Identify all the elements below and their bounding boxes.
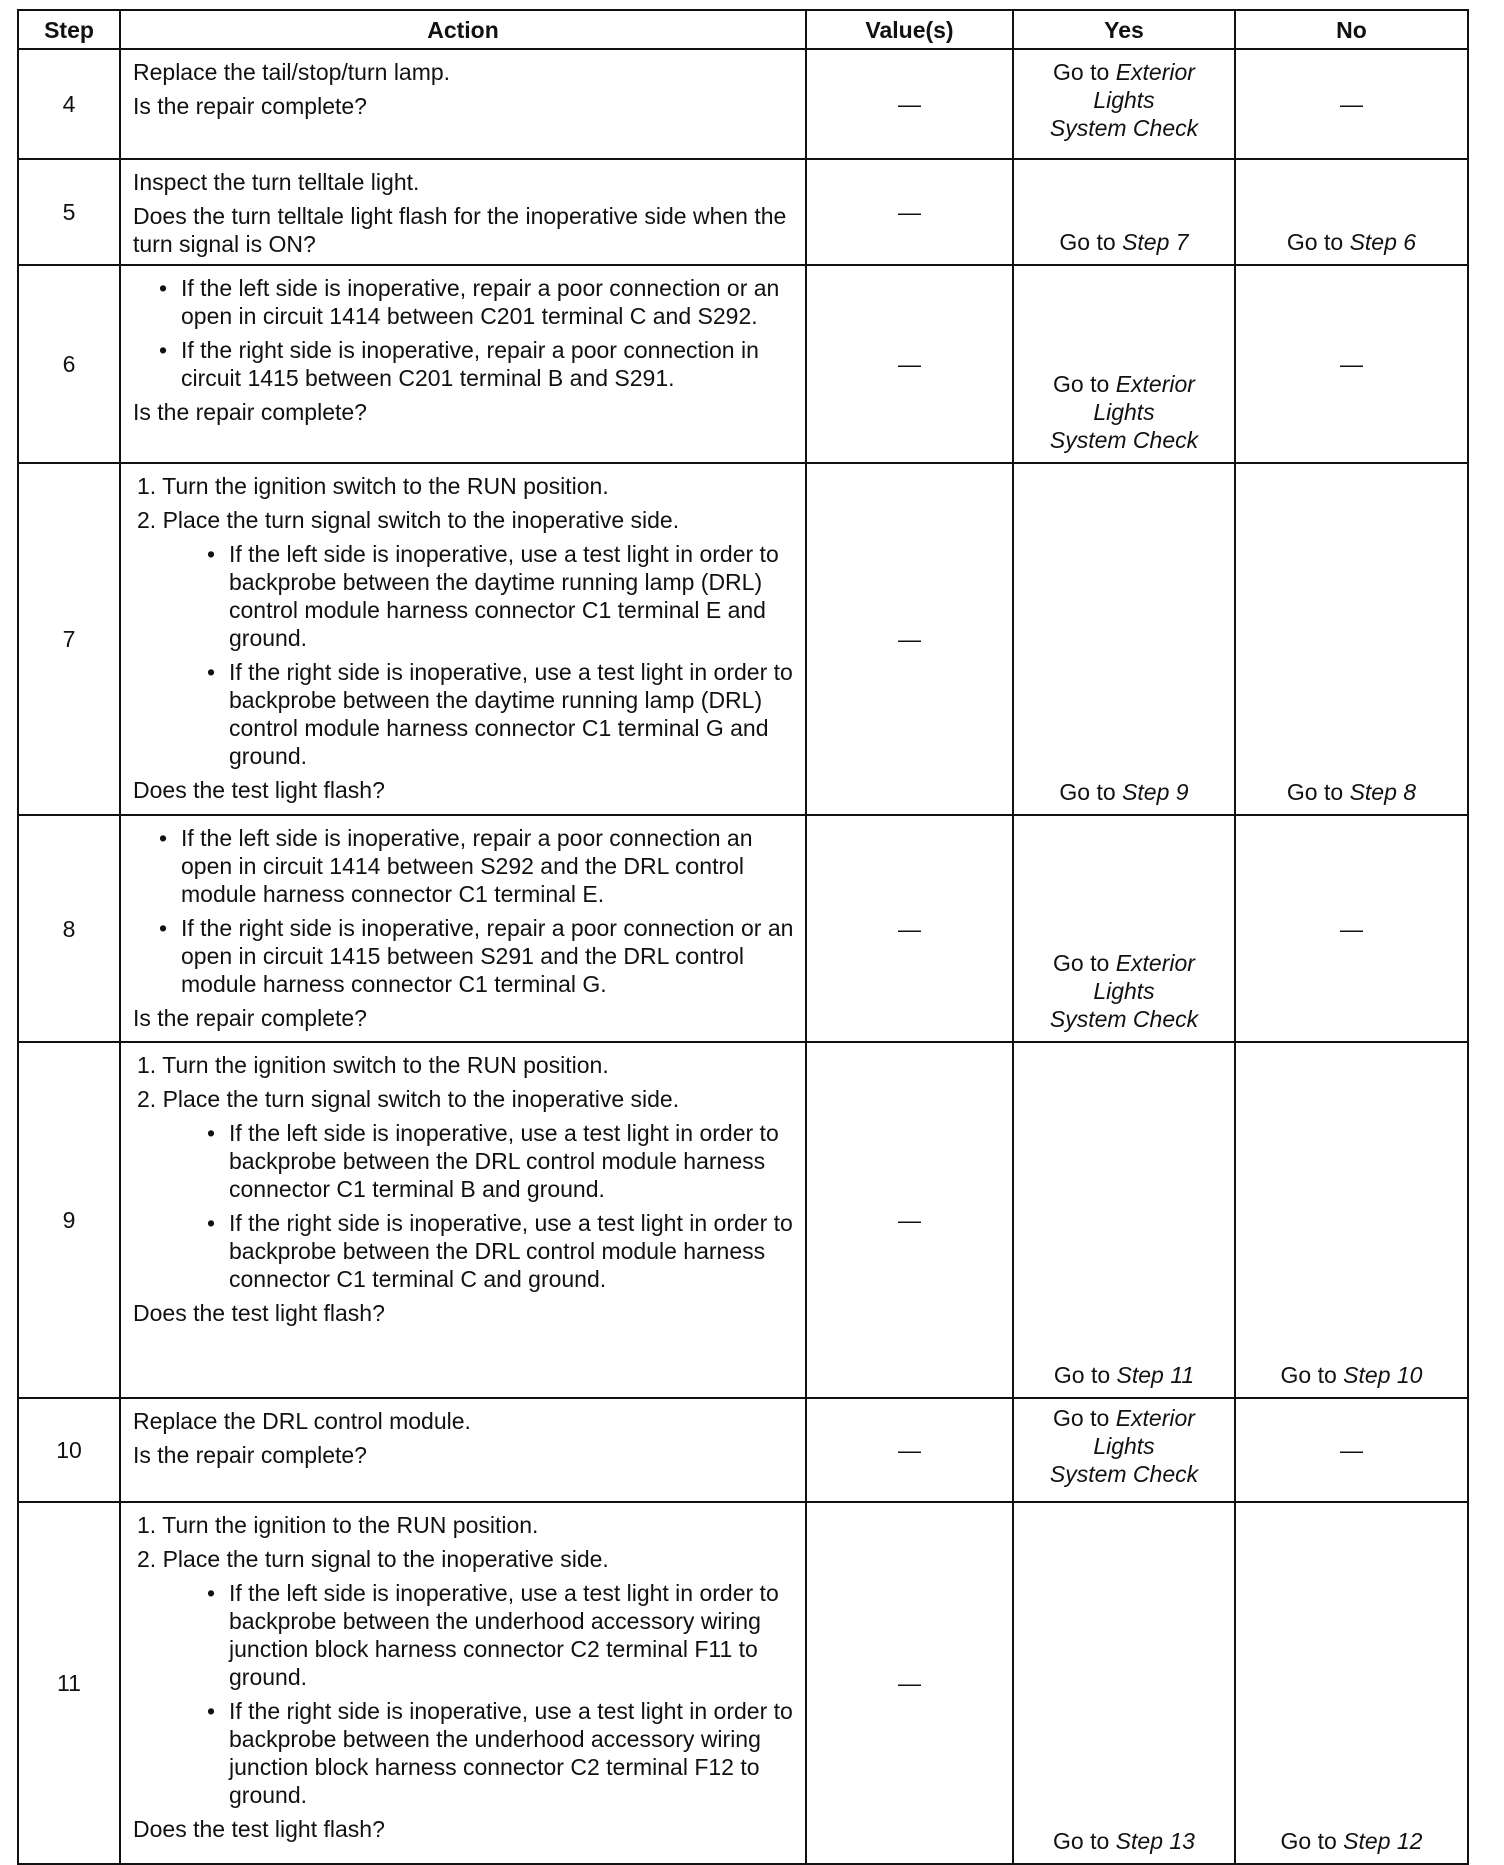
step-number: 5 [18, 159, 120, 265]
action-question: Does the test light flash? [133, 777, 385, 803]
yes-cell [1013, 49, 1235, 159]
action-cell [120, 49, 806, 159]
step-number: 9 [18, 1042, 120, 1398]
action-question: Is the repair complete? [133, 1005, 367, 1031]
goto-text: Go to [1286, 779, 1344, 805]
no-cell: — [1235, 815, 1468, 1042]
action-step: 1. Turn the ignition switch to the RUN position. [137, 1052, 609, 1078]
yes-target-line3: System Check [1049, 1006, 1199, 1032]
table-row [18, 49, 1468, 159]
value-cell: — [806, 815, 1013, 1042]
no-cell [1235, 1042, 1468, 1398]
value-cell: — [806, 1398, 1013, 1502]
yes-target: Exterior [1115, 950, 1195, 976]
yes-cell [1013, 159, 1235, 265]
goto-text: Go to [1059, 779, 1116, 805]
table-row [18, 1042, 1468, 1398]
step-number: 4 [18, 49, 120, 159]
header-no: No [1235, 10, 1468, 49]
table-row [18, 1398, 1468, 1502]
no-cell [1235, 1502, 1468, 1864]
no-target: Step 12 [1343, 1828, 1423, 1854]
goto-text: Go to [1280, 1362, 1337, 1388]
header-step: Step [18, 10, 120, 49]
goto-text: Go to [1280, 1828, 1337, 1854]
step-number: 8 [18, 815, 120, 1042]
yes-cell [1013, 1398, 1235, 1502]
action-question: Does the test light flash? [133, 1300, 385, 1326]
action-text: Replace the tail/stop/turn lamp. [133, 59, 451, 85]
action-question: Does the turn telltale light flash for the inoperative side when the turn signal is ON? [133, 203, 787, 257]
action-sub-bullet: • If the left side is inoperative, use a test light in order to backprobe between the daytime running lamp (DRL) control module harness connector C1 terminal E and ground. [133, 540, 797, 652]
value-cell: — [806, 463, 1013, 815]
yes-target: Exterior [1115, 59, 1195, 85]
header-row [18, 10, 1468, 49]
goto-text: Go to [1286, 229, 1344, 255]
goto-text: Go to [1053, 950, 1110, 976]
table-row [18, 265, 1468, 463]
value-cell: — [806, 265, 1013, 463]
yes-target-line2: Lights [1093, 399, 1155, 425]
yes-target: Exterior [1115, 371, 1195, 397]
action-bullet: • If the left side is inoperative, repair a poor connection an open in circuit 1414 between S292 and the DRL control module harness connector C1 terminal E. [133, 824, 797, 908]
goto-text: Go to [1053, 59, 1110, 85]
goto-text: Go to [1053, 1828, 1110, 1854]
goto-text: Go to [1059, 229, 1116, 255]
action-step: 1. Turn the ignition switch to the RUN position. [137, 473, 609, 499]
action-cell [120, 463, 806, 815]
step-number: 7 [18, 463, 120, 815]
action-sub-bullet: • If the left side is inoperative, use a test light in order to backprobe between the underhood accessory wiring junction block harness connector C2 terminal F11 to ground. [133, 1579, 797, 1691]
action-cell [120, 265, 806, 463]
yes-cell [1013, 1502, 1235, 1864]
diagnostic-table [17, 9, 1469, 1865]
table-row [18, 815, 1468, 1042]
action-question: Is the repair complete? [133, 93, 367, 119]
action-text: Replace the DRL control module. [133, 1408, 471, 1434]
action-sub-bullet: • If the right side is inoperative, use a test light in order to backprobe between the underhood accessory wiring junction block harness connector C2 terminal F12 to ground. [133, 1697, 797, 1809]
action-question: Is the repair complete? [133, 1442, 367, 1468]
table-row [18, 159, 1468, 265]
value-cell: — [806, 159, 1013, 265]
action-question: Is the repair complete? [133, 399, 367, 425]
yes-target: Step 7 [1122, 229, 1189, 255]
header-yes: Yes [1013, 10, 1235, 49]
action-sub-bullet: • If the right side is inoperative, use a test light in order to backprobe between the daytime running lamp (DRL) control module harness connector C1 terminal G and ground. [133, 658, 797, 770]
no-target: Step 8 [1349, 779, 1417, 805]
action-cell [120, 815, 806, 1042]
no-cell [1235, 463, 1468, 815]
no-cell: — [1235, 49, 1468, 159]
value-cell: — [806, 1042, 1013, 1398]
step-number: 11 [18, 1502, 120, 1864]
yes-target-line2: Lights [1093, 978, 1155, 1004]
action-cell [120, 1502, 806, 1864]
yes-target: Step 11 [1116, 1362, 1195, 1388]
action-cell [120, 1398, 806, 1502]
yes-target-line3: System Check [1049, 1461, 1199, 1487]
action-bullet: • If the right side is inoperative, repair a poor connection or an open in circuit 1415 between S291 and the DRL control module harness connector C1 terminal G. [133, 914, 797, 998]
no-target: Step 10 [1343, 1362, 1423, 1388]
yes-target-line3: System Check [1049, 115, 1199, 141]
step-number: 10 [18, 1398, 120, 1502]
yes-cell [1013, 463, 1235, 815]
action-bullet: • If the left side is inoperative, repair a poor connection or an open in circuit 1414 between C201 terminal C and S292. [133, 274, 797, 330]
action-cell [120, 159, 806, 265]
yes-cell [1013, 1042, 1235, 1398]
goto-text: Go to [1053, 1362, 1111, 1388]
value-cell: — [806, 1502, 1013, 1864]
header-action: Action [120, 10, 806, 49]
action-sub-bullet: • If the left side is inoperative, use a test light in order to backprobe between the DRL control module harness connector C1 terminal B and ground. [133, 1119, 797, 1203]
table-row [18, 1502, 1468, 1864]
yes-target: Step 13 [1115, 1828, 1195, 1854]
action-step: 2. Place the turn signal switch to the inoperative side. [137, 507, 680, 533]
action-step: 2. Place the turn signal switch to the inoperative side. [137, 1086, 680, 1112]
no-cell [1235, 159, 1468, 265]
no-target: Step 6 [1349, 229, 1417, 255]
action-cell [120, 1042, 806, 1398]
action-step: 2. Place the turn signal to the inoperative side. [137, 1546, 609, 1572]
yes-target: Step 9 [1122, 779, 1189, 805]
no-cell: — [1235, 265, 1468, 463]
goto-text: Go to [1053, 1405, 1110, 1431]
yes-cell [1013, 815, 1235, 1042]
action-text: Inspect the turn telltale light. [133, 169, 420, 195]
goto-text: Go to [1053, 371, 1110, 397]
yes-target-line3: System Check [1049, 427, 1199, 453]
yes-target-line2: Lights [1093, 1433, 1155, 1459]
yes-target-line2: Lights [1093, 87, 1155, 113]
yes-target: Exterior [1115, 1405, 1195, 1431]
no-cell: — [1235, 1398, 1468, 1502]
action-step: 1. Turn the ignition to the RUN position. [137, 1512, 539, 1538]
action-question: Does the test light flash? [133, 1816, 385, 1842]
action-bullet: • If the right side is inoperative, repair a poor connection in circuit 1415 between C201 terminal B and S291. [133, 336, 797, 392]
yes-cell [1013, 265, 1235, 463]
action-sub-bullet: • If the right side is inoperative, use a test light in order to backprobe between the DRL control module harness connector C1 terminal C and ground. [133, 1209, 797, 1293]
step-number: 6 [18, 265, 120, 463]
value-cell: — [806, 49, 1013, 159]
header-values: Value(s) [806, 10, 1013, 49]
table-row [18, 463, 1468, 815]
